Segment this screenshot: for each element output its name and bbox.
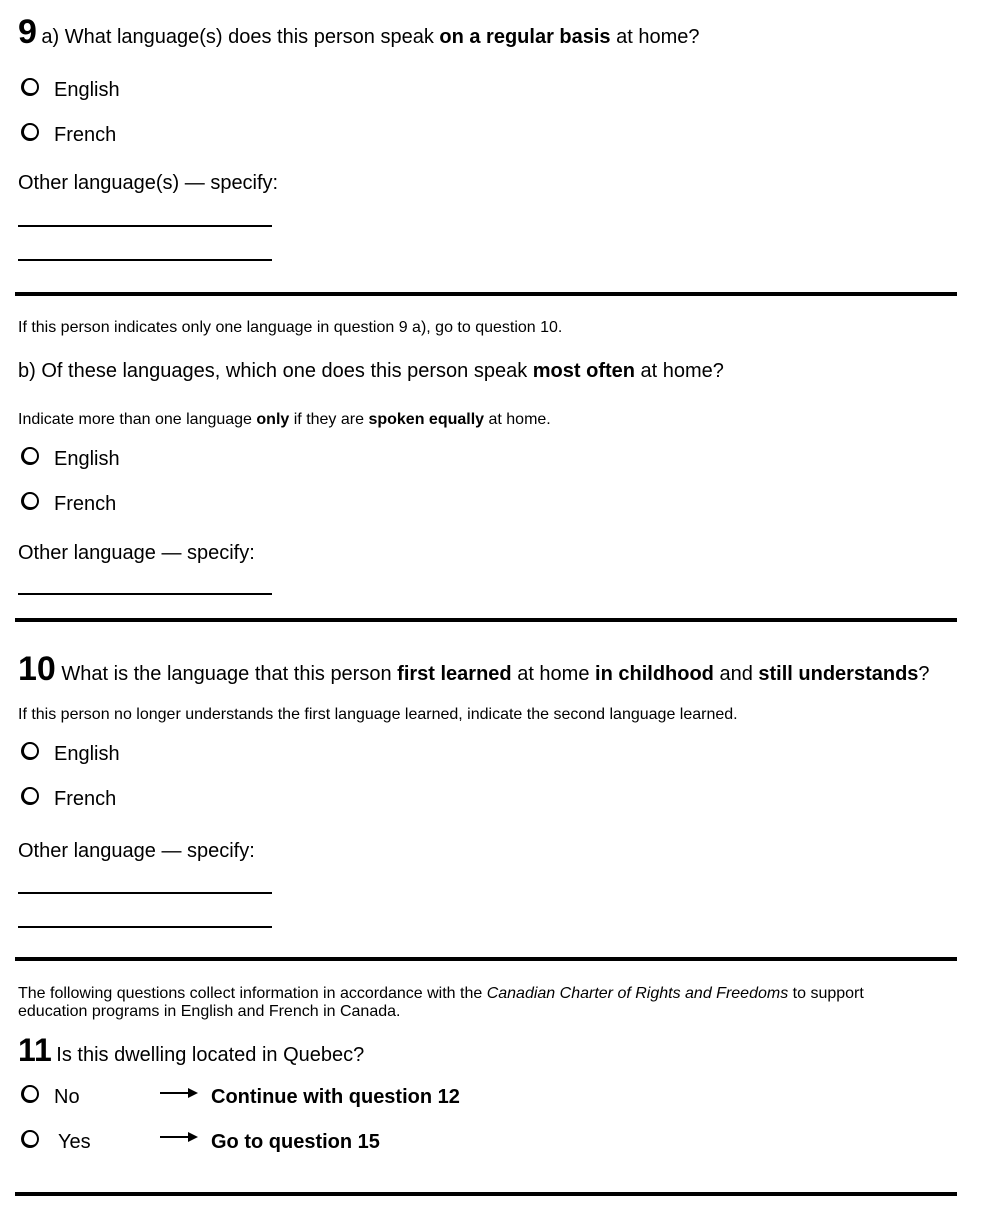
q9b-french-radio[interactable] [21,492,39,510]
q9b-instruction-t1: Indicate more than one language [18,411,257,428]
q10-english-radio[interactable] [21,742,39,760]
q9a-other-label: Other language(s) — specify: [18,172,279,194]
q9-number: 9 [18,13,37,51]
q11-no-label: No [54,1086,80,1108]
q9b-prefix: b) Of these languages, which one does this person speak [18,360,533,382]
q9-skip-note: If this person indicates only one language in question 9 a), go to question 10. [18,319,563,336]
q10-other-field-2[interactable] [18,926,272,928]
q10-text-t2: at home [511,663,596,685]
q10-french-label: French [54,788,117,810]
q11-number: 11 [18,1032,52,1068]
q11-text: Is this dwelling located in Quebec? [56,1044,365,1066]
q9a-suffix: at home? [610,26,700,48]
q9a-other-field-1[interactable] [18,225,272,227]
q11-no-radio[interactable] [21,1085,39,1103]
divider [15,1192,957,1196]
q9b-suffix: at home? [634,360,724,382]
q9b-instruction-b1: only [256,411,290,428]
q9b-english-label: English [54,448,120,470]
q10-english-label: English [54,743,120,765]
q11-yes-radio[interactable] [21,1130,39,1148]
q11-heading [18,1032,364,1069]
charter-title: Canadian Charter of Rights and Freedoms [486,985,789,1002]
divider [15,292,957,296]
q9b-other-label: Other language — specify: [18,542,255,564]
q9-heading [18,13,700,52]
charter-intro [18,985,864,1021]
q11-yes-label: Yes [58,1131,91,1153]
q9b-question [18,360,724,383]
charter-intro-t1: The following questions collect information in accordance with the [18,985,487,1002]
q11-no-direction: Continue with question 12 [211,1086,460,1108]
q10-text-b1: first learned [397,663,512,685]
arrow-right-icon [160,1136,196,1138]
q9a-english-radio[interactable] [21,78,39,96]
q10-text-t3: and [713,663,759,685]
q10-text-t1: What is the language that this person [55,663,398,685]
q10-number: 10 [18,650,56,688]
q10-other-field-1[interactable] [18,892,272,894]
q9a-other-field-2[interactable] [18,259,272,261]
q10-other-label: Other language — specify: [18,840,255,862]
q9b-bold: most often [532,360,635,382]
q10-french-radio[interactable] [21,787,39,805]
q10-heading [18,650,930,689]
q9b-instruction-t3: at home. [484,411,551,428]
divider [15,957,957,961]
q9a-english-label: English [54,79,120,101]
q9b-french-label: French [54,493,117,515]
q9b-instruction-b2: spoken equally [368,411,485,428]
q11-yes-direction: Go to question 15 [211,1131,380,1153]
arrow-right-icon [160,1092,196,1094]
q9b-english-radio[interactable] [21,447,39,465]
charter-intro-line2: education programs in English and French in Canada. [18,1003,401,1020]
q9b-instruction-t2: if they are [289,411,369,428]
q10-text-b3: still understands [758,663,919,685]
q9a-french-radio[interactable] [21,123,39,141]
q9b-other-field[interactable] [18,593,272,595]
q10-note: If this person no longer understands the first language learned, indicate the second language learned. [18,706,738,723]
q9a-french-label: French [54,124,117,146]
q10-text-t4: ? [918,663,930,685]
q9a-bold: on a regular basis [439,26,611,48]
q10-text-b2: in childhood [595,663,714,685]
q9b-instruction [18,411,551,429]
charter-intro-t2: to support [788,985,864,1002]
divider [15,618,957,622]
q9a-prefix: a) What language(s) does this person speak [41,26,440,48]
